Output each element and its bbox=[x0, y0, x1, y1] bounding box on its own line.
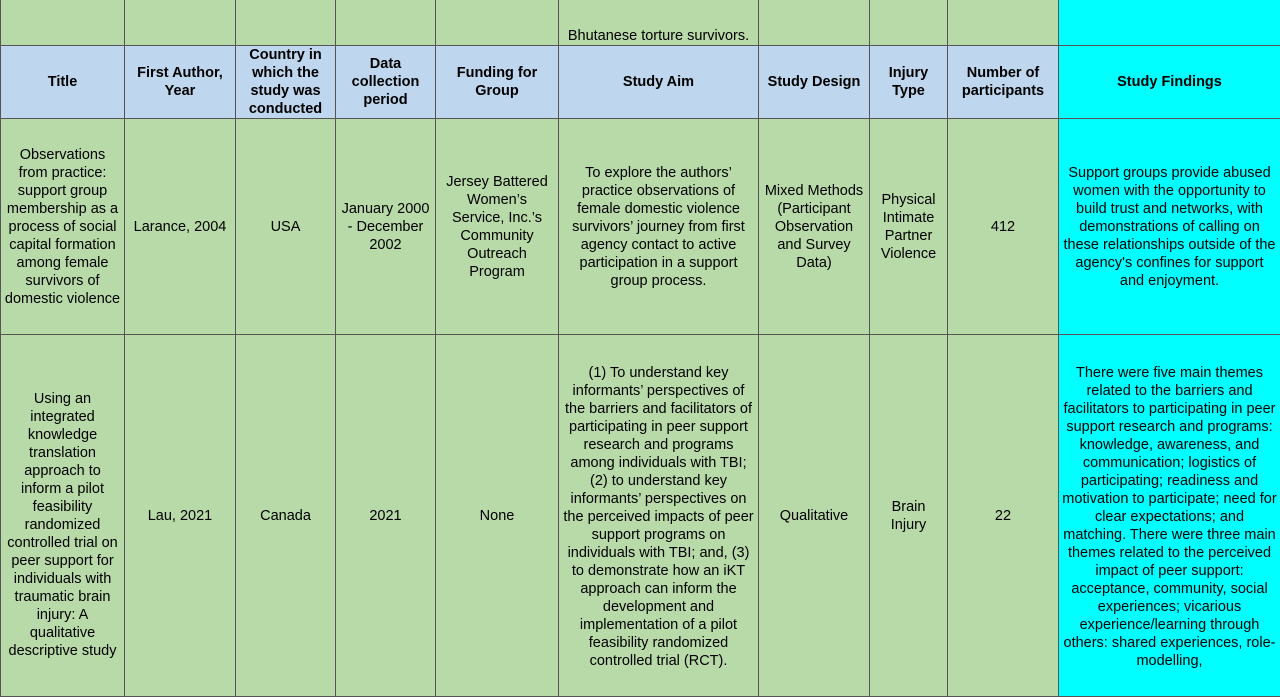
header-country: Country in which the study was conducted bbox=[236, 46, 336, 119]
cell-author: Lau, 2021 bbox=[125, 335, 236, 697]
cell-injury: Physical Intimate Partner Violence bbox=[870, 119, 948, 335]
header-findings: Study Findings bbox=[1059, 46, 1280, 119]
header-participants: Number of participants bbox=[948, 46, 1059, 119]
cell-author: Larance, 2004 bbox=[125, 119, 236, 335]
header-title: Title bbox=[1, 46, 125, 119]
header-funding: Funding for Group bbox=[436, 46, 559, 119]
cell-design bbox=[759, 0, 870, 46]
cell-injury bbox=[870, 0, 948, 46]
cell-title: Using an integrated knowledge translation approach to inform a pilot feasibility randomized controlled trial on peer support for individuals with traumatic brain injury: A qualitative descriptive study bbox=[1, 335, 125, 697]
table-row bbox=[1, 335, 1280, 697]
cell-design: Mixed Methods (Participant Observation and Survey Data) bbox=[759, 119, 870, 335]
cell-design: Qualitative bbox=[759, 335, 870, 697]
cell-period: 2021 bbox=[336, 335, 436, 697]
cell-participants: 22 bbox=[948, 335, 1059, 697]
cell-period: January 2000 - December 2002 bbox=[336, 119, 436, 335]
cell-funding bbox=[436, 0, 559, 46]
table-row-fragment bbox=[1, 0, 1280, 46]
cell-period bbox=[336, 0, 436, 46]
cell-author bbox=[125, 0, 236, 46]
cell-title: Observations from practice: support group membership as a process of social capital formation among female survivors of domestic violence bbox=[1, 119, 125, 335]
cell-participants bbox=[948, 0, 1059, 46]
cell-country bbox=[236, 0, 336, 46]
cell-country: Canada bbox=[236, 335, 336, 697]
cell-participants: 412 bbox=[948, 119, 1059, 335]
cell-findings bbox=[1059, 0, 1280, 46]
cell-aim: To explore the authors’ practice observations of female domestic violence survivors’ journey from first agency contact to active participation in a support group process. bbox=[559, 119, 759, 335]
cell-country: USA bbox=[236, 119, 336, 335]
header-aim: Study Aim bbox=[559, 46, 759, 119]
cell-funding: None bbox=[436, 335, 559, 697]
cell-funding: Jersey Battered Women’s Service, Inc.’s Community Outreach Program bbox=[436, 119, 559, 335]
header-design: Study Design bbox=[759, 46, 870, 119]
cell-aim: (1) To understand key informants’ perspectives of the barriers and facilitators of participating in peer support research and programs among individuals with TBI; (2) to understand key informants’ perspectives on the perceived impacts of peer support programs on individuals with TBI; and, (3) to demonstrate how an iKT approach can inform the development and implementation of a pilot feasibility randomized controlled trial (RCT). bbox=[559, 335, 759, 697]
cell-injury: Brain Injury bbox=[870, 335, 948, 697]
cell-findings: Support groups provide abused women with the opportunity to build trust and networks, with demonstrations of calling on these relationships outside of the agency's confines for support and enjoyment. bbox=[1059, 119, 1280, 335]
header-author: First Author, Year bbox=[125, 46, 236, 119]
header-injury: Injury Type bbox=[870, 46, 948, 119]
cell-title bbox=[1, 0, 125, 46]
cell-findings: There were five main themes related to the barriers and facilitators to participating in peer support research and programs: knowledge, awareness, and communication; logistics of participating; readiness and motivation to participate; need for clear expectations; and matching. There were three main themes related to the perceived impact of peer support: acceptance, community, social experiences; vicarious experience/learning through others: shared experiences, role-modelling, bbox=[1059, 335, 1280, 697]
header-period: Data collection period bbox=[336, 46, 436, 119]
header-row bbox=[1, 46, 1280, 119]
cell-aim: Bhutanese torture survivors. bbox=[559, 0, 759, 46]
table-row bbox=[1, 119, 1280, 335]
